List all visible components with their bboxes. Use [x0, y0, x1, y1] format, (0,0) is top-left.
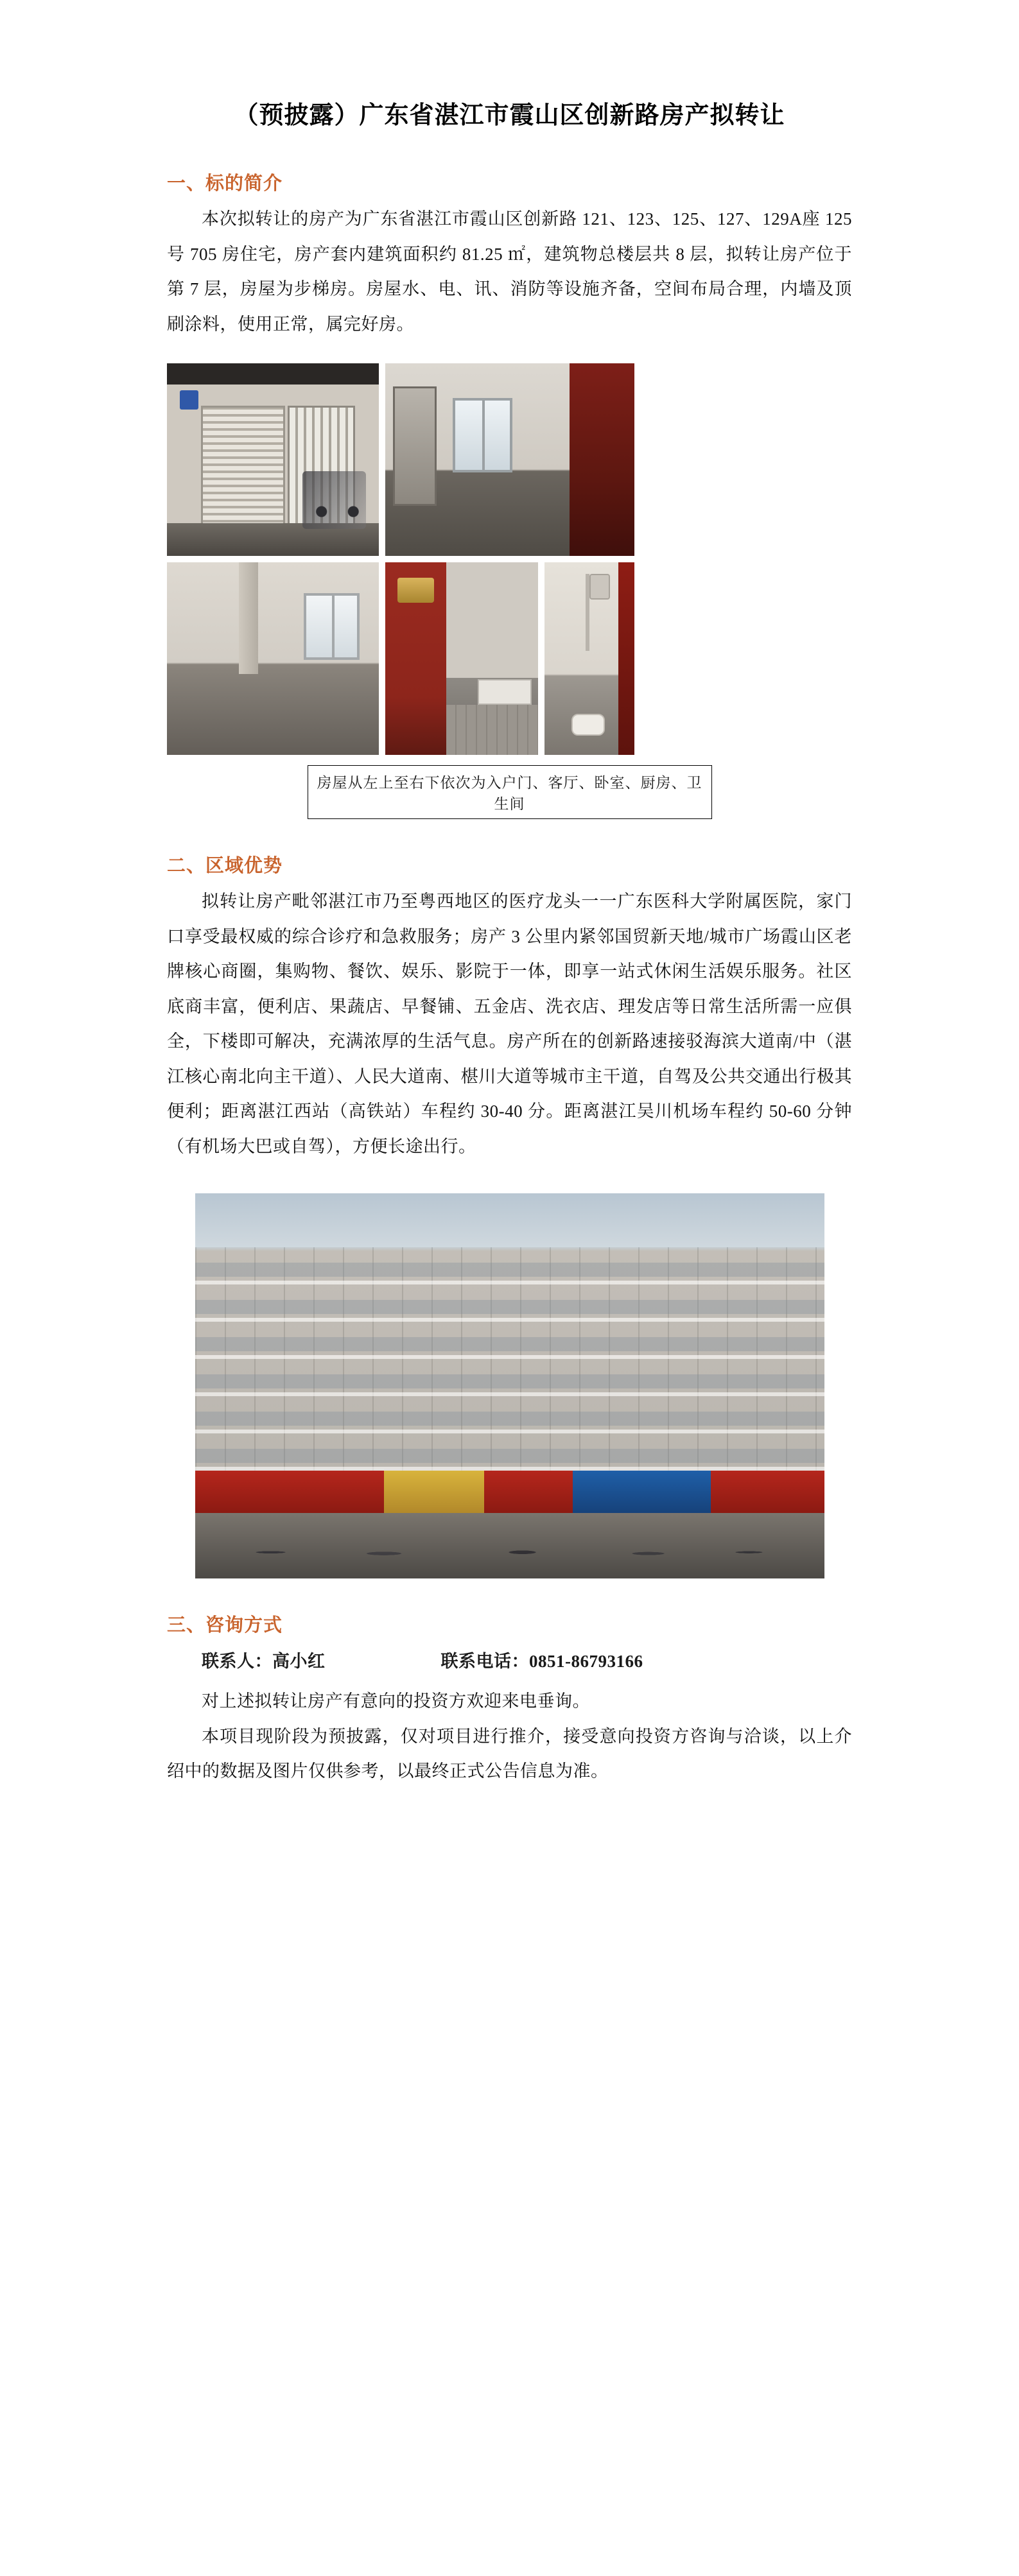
bedroom-window-decor [304, 593, 360, 660]
section-heading-2: 二、区域优势 [167, 856, 283, 877]
living-room-photo [385, 363, 634, 556]
bathroom-basin-decor [571, 714, 605, 736]
contact-person: 联系人：高小红 [202, 1652, 326, 1672]
photo-caption: 房屋从左上至右下依次为入户门、客厅、卧室、厨房、卫生间 [308, 765, 712, 819]
bathroom-photo [544, 562, 634, 755]
door-emblem-decor [397, 578, 434, 603]
page-title: （预披露）广东省湛江市霞山区创新路房产拟转让 [234, 102, 785, 129]
parked-bike-decor [302, 471, 366, 529]
kitchen-door-photo [385, 562, 538, 755]
living-room-doorway-decor [393, 386, 437, 506]
living-room-window-decor [453, 398, 512, 472]
section-heading-3: 三、咨询方式 [167, 1615, 283, 1636]
section-2-paragraph-1: 拟转让房产毗邻湛江市乃至粤西地区的医疗龙头一一广东医科大学附属医院，家门口享受最权威的综合诊疗和急救服务；房产 3 公里内紧邻国贸新天地/城市广场霞山区老牌核心商圈，集购物、餐饮、娱乐、影院于一体，即享一站式休闲生活娱乐服务。社区底商丰富，便利店、果蔬店、早餐铺、五金店、洗衣店、理发店等日常生活所需一应俱全，下楼即可解决，充满浓厚的生活气息。房产所在的创新路速接驳海滨大道南/中（湛江核心南北向主干道）、人民大道南、椹川大道等城市主干道，自驾及公共交通出行极其便利；距离湛江西站（高铁站）车程约 30-40 分。距离湛江吴川机场车程约 50-60 分钟（有机场大巴或自驾），方便长途出行。 [167, 892, 852, 1156]
section-1-paragraph-1: 本次拟转让的房产为广东省湛江市霞山区创新路 121、123、125、127、129A座 125 号 705 房住宅，房产套内建筑面积约 81.25 ㎡，建筑物总楼层共 8 层，拟转让房产位于第 7 层，房屋为步梯房。房屋水、电、讯、消防等设施齐备，空间布局合理，内墙及顶刷涂料，使用正常，属完好房。 [167, 209, 852, 334]
living-room-red-wall-decor [570, 363, 634, 556]
pedestrians-decor [195, 1509, 824, 1571]
bedroom-photo [167, 562, 379, 755]
door-grille-decor [201, 406, 285, 529]
water-heater-decor [589, 574, 610, 600]
section-3-paragraph-2: 本项目现阶段为预披露，仅对项目进行推介，接受意向投资方咨询与洽谈，以上介绍中的数据及图片仅供参考，以最终正式公告信息为准。 [167, 1726, 852, 1781]
building-exterior-photo [195, 1193, 824, 1578]
bathroom-red-wall-decor [618, 562, 634, 755]
entrance-door-photo [167, 363, 379, 556]
photo-row-top [167, 363, 852, 556]
section-3-paragraph-1: 对上述拟转让房产有意向的投资方欢迎来电垂询。 [202, 1691, 590, 1711]
photo-row-bottom [167, 562, 852, 755]
kitchen-counter-decor [478, 679, 532, 705]
section-heading-1: 一、标的简介 [167, 173, 283, 194]
building-photo-wrapper [167, 1193, 852, 1578]
door-sign-decor [180, 390, 199, 410]
contact-phone: 联系电话：0851-86793166 [440, 1652, 643, 1672]
shopfront-signage-decor [195, 1471, 824, 1513]
bedroom-column-decor [239, 562, 258, 674]
contact-row [167, 1647, 852, 1672]
kitchen-tile-floor-decor [446, 705, 538, 755]
property-photo-gallery [167, 363, 852, 819]
building-balconies-decor [195, 1255, 824, 1463]
